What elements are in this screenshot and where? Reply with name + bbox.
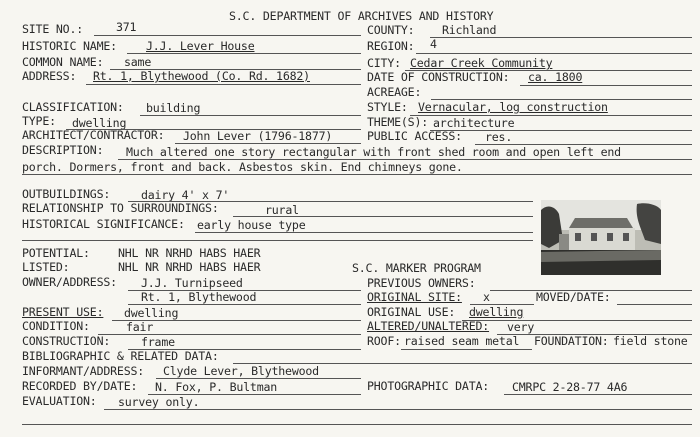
architect-label: ARCHITECT/CONTRACTOR: [22, 128, 165, 142]
address-label: ADDRESS: [22, 69, 77, 83]
type-value: dwelling [72, 116, 127, 130]
city-value: Cedar Creek Community [410, 56, 553, 70]
type-label: TYPE: [22, 114, 56, 128]
evaluation-value: survey only. [118, 395, 200, 409]
photographic-data-label: PHOTOGRAPHIC DATA: [367, 379, 490, 393]
site-no-value: 371 [116, 20, 137, 34]
classification-line [140, 115, 361, 116]
present-use-label: PRESENT USE: [22, 305, 104, 319]
common-name-label: COMMON NAME: [22, 55, 104, 69]
original-site-label: ORIGINAL SITE: [367, 290, 462, 304]
public-access-value: res. [485, 130, 513, 144]
historical-significance-label: HISTORICAL SIGNIFICANCE: [22, 217, 185, 231]
site-no-line [94, 35, 361, 36]
historical-significance-value: early house type [197, 218, 306, 232]
original-use-label: ORIGINAL USE: [367, 305, 456, 319]
owner-line-2 [128, 304, 361, 305]
photographic-data-value: CMRPC 2-28-77 4A6 [512, 380, 628, 394]
common-name-value: same [124, 55, 152, 69]
owner-address-label: OWNER/ADDRESS: [22, 275, 117, 289]
date-construction-value: ca. 1800 [528, 70, 583, 84]
moved-date-label: MOVED/DATE: [536, 290, 611, 304]
site-no-label: SITE NO.: [22, 22, 84, 36]
address-line [86, 84, 361, 85]
region-label: REGION: [367, 39, 415, 53]
blank-rule [22, 240, 533, 241]
architect-line [175, 143, 361, 144]
evaluation-label: EVALUATION: [22, 394, 97, 408]
relationship-value: rural [265, 203, 299, 217]
altered-label: ALTERED/UNALTERED: [367, 319, 490, 333]
county-label: COUNTY: [367, 23, 415, 37]
condition-label: CONDITION: [22, 319, 90, 333]
marker-program-label: S.C. MARKER PROGRAM [352, 261, 481, 275]
condition-line [98, 334, 361, 335]
evaluation-line-2 [22, 424, 692, 425]
classification-label: CLASSIFICATION: [22, 100, 124, 114]
roof-line [401, 349, 532, 350]
description-rule-2 [22, 174, 692, 175]
public-access-label: PUBLIC ACCESS: [367, 129, 462, 143]
photographic-data-line [504, 394, 692, 395]
construction-label: CONSTRUCTION: [22, 334, 111, 348]
historical-significance-line [195, 232, 533, 233]
description-line-2: porch. Dormers, front and back. Asbestos skin. End chimneys gone. [22, 160, 463, 174]
historic-name-value: J.J. Lever House [146, 39, 255, 53]
recorded-by-label: RECORDED BY/DATE: [22, 379, 138, 393]
foundation-value: field stone [613, 334, 688, 348]
region-line [416, 53, 692, 54]
informant-value: Clyde Lever, Blythewood [163, 364, 319, 378]
informant-label: INFORMANT/ADDRESS: [22, 364, 145, 378]
original-site-value: x [483, 290, 490, 304]
themes-line [430, 130, 692, 131]
bibliographic-label: BIBLIOGRAPHIC & RELATED DATA: [22, 349, 219, 363]
construction-value: frame [141, 335, 175, 349]
county-value: Richland [442, 23, 497, 37]
present-use-value: dwelling [124, 306, 179, 320]
potential-options: NHL NR NRHD HABS HAER [118, 246, 261, 260]
style-value: Vernacular, log construction [418, 100, 608, 114]
listed-label: LISTED: [22, 260, 70, 274]
description-line-1: Much altered one story rectangular with front shed room and open left end [126, 145, 621, 159]
county-line [430, 37, 692, 38]
description-label: DESCRIPTION: [22, 143, 104, 157]
region-value: 4 [430, 37, 437, 51]
address-value: Rt. 1, Blythewood (Co. Rd. 1682) [93, 69, 310, 83]
relationship-line [233, 216, 533, 217]
evaluation-line-1 [104, 409, 692, 410]
condition-value: fair [126, 320, 154, 334]
date-construction-line [520, 85, 692, 86]
date-construction-label: DATE OF CONSTRUCTION: [367, 70, 510, 84]
outbuildings-label: OUTBUILDINGS: [22, 187, 111, 201]
city-label: CITY: [367, 56, 401, 70]
listed-options: NHL NR NRHD HABS HAER [118, 260, 261, 274]
architect-value: John Lever (1796-1877) [183, 129, 333, 143]
outbuildings-value: dairy 4' x 7' [141, 188, 230, 202]
original-use-line [462, 320, 692, 321]
original-use-value: dwelling [469, 305, 524, 319]
historic-name-label: HISTORIC NAME: [22, 39, 117, 53]
owner-address-value-1: J.J. Turnipseed [141, 276, 243, 290]
style-label: STYLE: [367, 100, 408, 114]
owner-address-value-2: Rt. 1, Blythewood [141, 290, 257, 304]
themes-label: THEME(S): [367, 115, 429, 129]
informant-line [156, 378, 361, 379]
moved-date-line [617, 304, 692, 305]
historic-name-line [127, 53, 361, 54]
department-header: S.C. DEPARTMENT OF ARCHIVES AND HISTORY [229, 9, 494, 23]
roof-label: ROOF: [367, 334, 401, 348]
relationship-label: RELATIONSHIP TO SURROUNDINGS: [22, 201, 219, 215]
roof-value: raised seam metal [404, 334, 520, 348]
foundation-label: FOUNDATION: [534, 334, 609, 348]
recorded-by-value: N. Fox, P. Bultman [155, 380, 278, 394]
classification-value: building [146, 101, 201, 115]
acreage-label: ACREAGE: [367, 85, 422, 99]
altered-value: very [507, 320, 535, 334]
themes-value: architecture [433, 116, 515, 130]
previous-owners-label: PREVIOUS OWNERS: [367, 276, 476, 290]
house-photograph [541, 200, 661, 275]
potential-label: POTENTIAL: [22, 246, 90, 260]
